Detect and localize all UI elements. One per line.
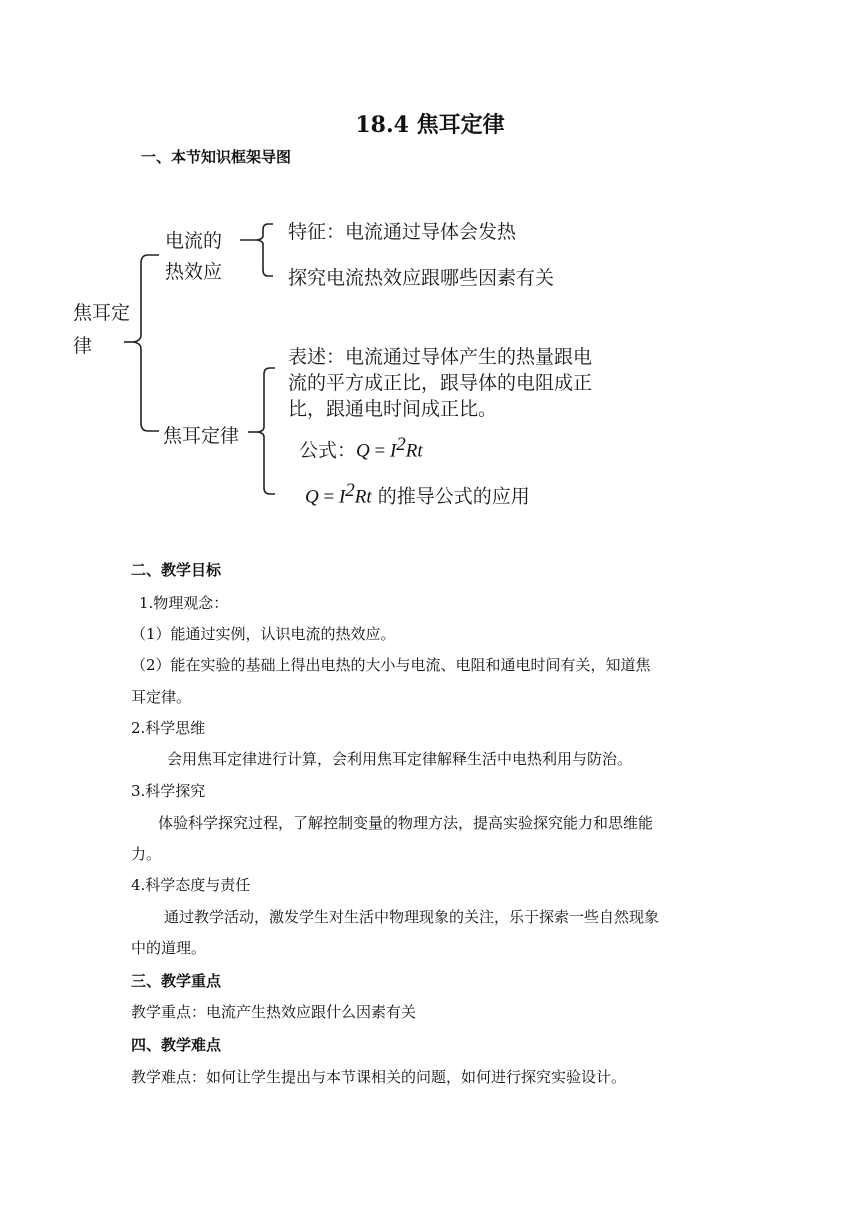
branch2-brace [258, 368, 275, 494]
formula-i: I [389, 440, 397, 462]
formula-q: Q [356, 440, 370, 462]
formula-rt-2: Rt [354, 486, 372, 508]
mindmap-branch1-line2: 热效应 [165, 261, 223, 283]
mindmap-branch2: 焦耳定律 [163, 425, 240, 447]
branch1-brace [257, 224, 273, 276]
mindmap-root-line1: 焦耳定 [73, 302, 131, 324]
formula-i-2: I [338, 486, 346, 508]
objective-2a: 会用焦耳定律进行计算，会利用焦耳定律解释生活中电热利用与防治。 [167, 750, 633, 768]
difficulty-text: 教学难点：如何让学生提出与本节课相关的问题，如何进行探究实验设计。 [131, 1068, 627, 1086]
formula-equals-2: = [318, 486, 339, 508]
mindmap-b2-formula [299, 434, 423, 462]
mindmap-b1-feature: 特征：电流通过导体会发热 [288, 221, 517, 243]
formula-rt: Rt [405, 440, 423, 462]
objective-4: 4.科学态度与责任 [131, 876, 251, 894]
root-brace [133, 255, 159, 431]
formula-equals: = [369, 440, 390, 462]
objective-1a: （1）能通过实例，认识电流的热效应。 [131, 625, 396, 643]
mindmap-branch1-line1: 电流的 [165, 230, 223, 252]
objective-3a-line1: 体验科学探究过程，了解控制变量的物理方法，提高实验探究能力和思维能 [158, 814, 654, 832]
formula-label: 公式： [299, 439, 357, 462]
key-point-text: 教学重点：电流产生热效应跟什么因素有关 [131, 1003, 417, 1021]
objective-1: 1.物理观念： [139, 594, 229, 612]
formula-q-2: Q [305, 486, 319, 508]
objective-1b-line1: （2）能在实验的基础上得出电热的大小与电流、电阻和通电时间有关，知道焦 [131, 656, 651, 674]
objective-3: 3.科学探究 [131, 782, 206, 800]
section-heading-difficulty: 四、教学难点 [131, 1036, 222, 1054]
mindmap-b2-statement-line1: 表述：电流通过导体产生的热量跟电 [288, 346, 593, 368]
mindmap-b2-statement-line3: 比，跟通电时间成正比。 [288, 398, 498, 420]
section-heading-framework: 一、本节知识框架导图 [141, 148, 292, 166]
mindmap-b1-explore: 探究电流热效应跟哪些因素有关 [288, 267, 555, 289]
objective-3a-line2: 力。 [131, 845, 162, 863]
formula-exponent-2: 2 [345, 480, 355, 501]
formula-exponent: 2 [396, 434, 406, 455]
objective-4a-line1: 通过教学活动，激发学生对生活中物理现象的关注，乐于探索一些自然现象 [164, 908, 660, 926]
objective-1b-line2: 耳定律。 [131, 688, 192, 706]
section-heading-objectives: 二、教学目标 [131, 561, 222, 579]
page-title: 18.4 焦耳定律 [355, 112, 505, 138]
mindmap-root-line2: 律 [73, 335, 93, 357]
mindmap-b2-statement-line2: 流的平方成正比，跟导体的电阻成正 [288, 372, 593, 394]
objective-4a-line2: 中的道理。 [131, 939, 207, 957]
derivation-text: 的推导公式的应用 [371, 485, 530, 508]
objective-2: 2.科学思维 [131, 719, 206, 737]
section-heading-key-point: 三、教学重点 [131, 972, 222, 990]
mindmap-b2-derivation [305, 480, 530, 508]
